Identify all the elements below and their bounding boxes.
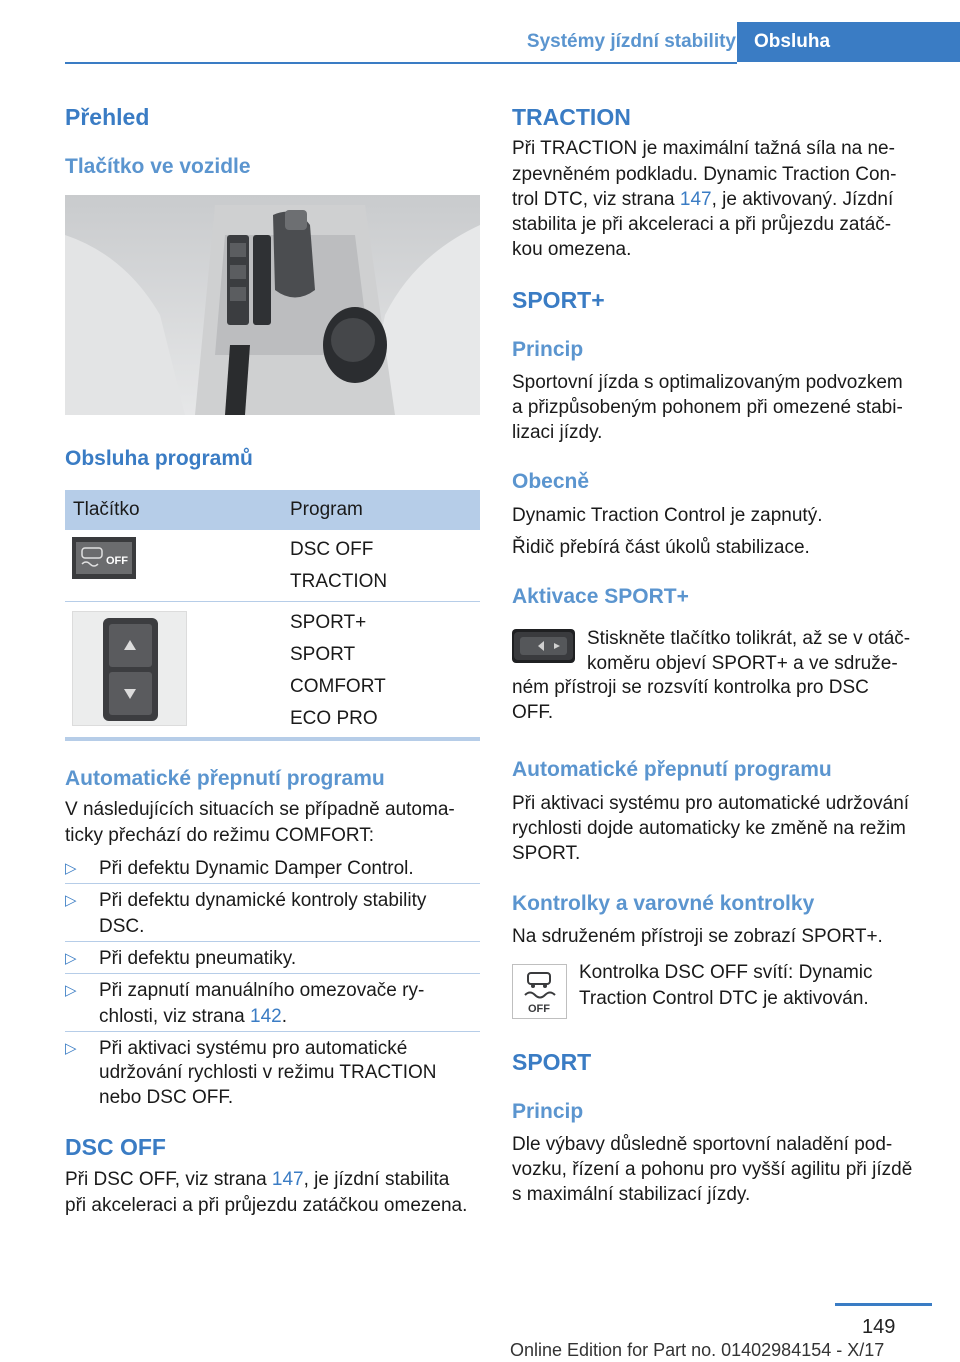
page-number: 149 — [862, 1316, 896, 1338]
table-bottom-rule — [65, 737, 480, 741]
sport-line3: s maximální stabilizací jízdy. — [512, 1184, 751, 1205]
obecne-line2: Řidič přebírá část úkolů stabilizace. — [512, 537, 810, 558]
list-separator — [65, 941, 480, 942]
traction-line1: Při TRACTION je maximální tažná síla na ne- — [512, 138, 895, 159]
kontrolky-line3: Traction Control DTC je aktivován. — [579, 988, 869, 1009]
table-row-separator — [65, 601, 480, 602]
page-link-147[interactable]: 147 — [679, 189, 712, 210]
heading-auto-switch-sportplus: Automatické přepnutí programu — [512, 758, 832, 781]
header-section-title: Systémy jízdní stability — [526, 31, 736, 52]
bullet-triangle-icon: ▷ — [65, 892, 77, 909]
dsc-off-indicator-image — [512, 964, 567, 1019]
dsc-off-icon — [72, 537, 136, 579]
auto-sportplus-line1: Při aktivaci systému pro automatické udržování — [512, 793, 910, 814]
car-console-photo — [65, 195, 480, 415]
bullet-triangle-icon: ▷ — [65, 950, 77, 967]
heading-obsluha-programu: Obsluha programů — [65, 447, 253, 470]
heading-sport: SPORT — [512, 1049, 592, 1075]
page-link-142[interactable]: 142 — [250, 1006, 282, 1027]
bullet-triangle-icon: ▷ — [65, 860, 77, 877]
bullet-triangle-icon: ▷ — [65, 982, 77, 999]
dsc-off-button-text: OFF — [106, 555, 128, 567]
table-col-button: Tlačítko — [73, 499, 140, 520]
heading-sport-princip: Princip — [512, 1100, 584, 1123]
page-link-147[interactable]: 147 — [271, 1169, 304, 1190]
heading-princip: Princip — [512, 338, 584, 361]
page-header — [0, 22, 960, 62]
heading-aktivace: Aktivace SPORT+ — [512, 585, 689, 608]
princip-line2: a přizpůsobeným pohonem při omezené stabi- — [512, 397, 903, 418]
mode-button-image — [512, 629, 575, 663]
list-separator — [65, 883, 480, 884]
sport-line2: vozku, řízení a pohonu pro vyšší agilitu při jízdě — [512, 1159, 913, 1180]
aktivace-line4: OFF. — [512, 702, 554, 723]
traction-line3: trol DTC, viz strana 147, je aktivovaný. Jízdní — [512, 189, 894, 210]
heading-tlacitko: Tlačítko ve vozidle — [65, 155, 251, 178]
program-comfort: COMFORT — [290, 676, 386, 697]
auto-intro-line1: V následujících situacích se případně automa- — [65, 799, 455, 820]
dsc-off-button-image — [72, 537, 136, 579]
heading-prehled: Přehled — [65, 104, 150, 130]
princip-line3: lizaci jízdy. — [512, 422, 603, 443]
program-sport-plus: SPORT+ — [290, 612, 367, 633]
traction-line5: kou omezena. — [512, 239, 632, 260]
princip-line1: Sportovní jízda s optimalizovaným podvozkem — [512, 372, 903, 393]
kontrolky-line1: Na sdruženém přístroji se zobrazí SPORT+. — [512, 926, 883, 947]
traction-line4: stabilita je při akceleraci a při průjezdu zatáč- — [512, 214, 892, 235]
aktivace-line1: Stiskněte tlačítko tolikrát, až se v otáč- — [587, 628, 911, 649]
kontrolky-line2: Kontrolka DSC OFF svítí: Dynamic — [579, 962, 873, 983]
indicator-off-text: OFF — [528, 1003, 550, 1015]
heading-obecne: Obecně — [512, 470, 590, 493]
heading-auto-switch: Automatické přepnutí programu — [65, 767, 385, 790]
header-rule — [65, 62, 737, 64]
program-dsc-off: DSC OFF — [290, 539, 374, 560]
auto-sportplus-line2: rychlosti dojde automaticky ke změně na režim — [512, 818, 906, 839]
mode-switch-icon — [73, 612, 188, 727]
mode-switch-image — [72, 611, 187, 726]
aktivace-line3: ném přístroji se rozsvítí kontrolka pro DSC — [512, 677, 869, 698]
heading-dsc-off: DSC OFF — [65, 1134, 166, 1160]
bullet-triangle-icon: ▷ — [65, 1040, 77, 1057]
heading-sport-plus: SPORT+ — [512, 287, 605, 313]
table-col-program: Program — [290, 499, 363, 520]
dsc-off-indicator-icon — [513, 965, 566, 1018]
mode-button-icon — [512, 629, 575, 663]
list-separator — [65, 1031, 480, 1032]
sport-line1: Dle výbavy důsledně sportovní naladění pod- — [512, 1134, 893, 1155]
dsc-off-line2: při akceleraci a při průjezdu zatáčkou omezena. — [65, 1195, 468, 1216]
program-traction: TRACTION — [290, 571, 388, 592]
program-sport: SPORT — [290, 644, 356, 665]
list-separator — [65, 973, 480, 974]
aktivace-line2: koměru objeví SPORT+ a ve sdruže- — [587, 653, 898, 674]
program-eco-pro: ECO PRO — [290, 708, 378, 729]
footer-edition: Online Edition for Part no. 01402984154 - X/17 — [510, 1340, 885, 1360]
header-chapter-tab: Obsluha — [737, 22, 960, 62]
auto-intro-line2: ticky přechází do režimu COMFORT: — [65, 825, 375, 846]
traction-line2: zpevněném podkladu. Dynamic Traction Con- — [512, 164, 897, 185]
auto-sportplus-line3: SPORT. — [512, 843, 581, 864]
dsc-off-line1: Při DSC OFF, viz strana 147, je jízdní stabilita — [65, 1169, 450, 1190]
footer-rule — [835, 1303, 932, 1306]
program-table-header — [65, 490, 480, 530]
console-illustration — [65, 195, 480, 415]
obecne-line1: Dynamic Traction Control je zapnutý. — [512, 505, 823, 526]
heading-kontrolky: Kontrolky a varovné kontrolky — [512, 892, 815, 915]
heading-traction: TRACTION — [512, 104, 631, 130]
